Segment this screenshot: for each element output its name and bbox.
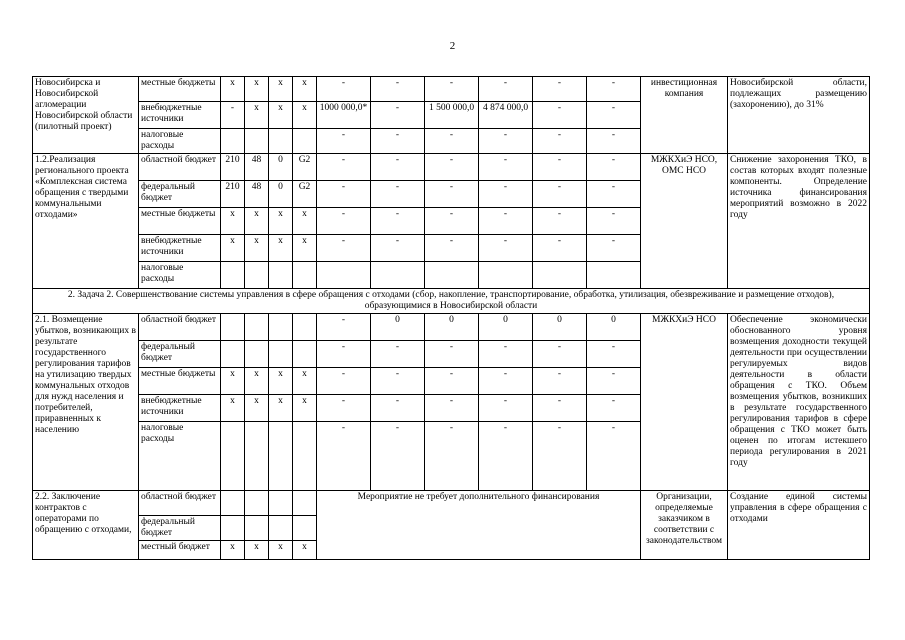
value-cell: - (533, 208, 587, 235)
value-cell: x (293, 395, 317, 422)
value-cell: - (317, 208, 371, 235)
value-cell (317, 262, 371, 289)
value-cell (245, 341, 269, 368)
value-cell: - (587, 181, 641, 208)
value-cell: - (479, 208, 533, 235)
value-cell: x (245, 368, 269, 395)
funding-source: местные бюджеты (139, 208, 221, 235)
value-cell: - (317, 314, 371, 341)
value-cell: - (371, 395, 425, 422)
value-cell: - (533, 77, 587, 102)
value-cell: - (221, 102, 245, 129)
value-cell: G2 (293, 181, 317, 208)
value-cell: - (479, 181, 533, 208)
value-cell (221, 516, 245, 541)
value-cell: 0 (587, 314, 641, 341)
value-cell (221, 262, 245, 289)
value-cell: 0 (533, 314, 587, 341)
value-cell (269, 314, 293, 341)
value-cell: - (317, 422, 371, 491)
value-cell: 1 500 000,0 (425, 102, 479, 129)
value-cell (371, 262, 425, 289)
value-cell: 48 (245, 154, 269, 181)
funding-source: внебюджетные источники (139, 395, 221, 422)
value-cell: x (221, 368, 245, 395)
value-cell: - (371, 181, 425, 208)
value-cell (293, 129, 317, 154)
value-cell (269, 129, 293, 154)
value-cell: - (371, 102, 425, 129)
value-cell: - (587, 422, 641, 491)
funding-source: внебюджетные источники (139, 235, 221, 262)
result-cell: Обеспечение экономически обоснованного уровня возмещения доходности текущей деятельности при осуществлении регулируемых видов деятельности в области обращения с ТКО. Объем возмещения убытков, возникших в результате государственного регулирования тарифов в сфере обращения с ТКО может быть оценен по итогам истекшего периода регулирования в 2021 году (728, 314, 870, 491)
value-cell: 0 (269, 154, 293, 181)
measure-name: 2.2. Заключение контрактов с операторами по обращению с отходами, (33, 491, 139, 560)
value-cell: - (587, 154, 641, 181)
value-cell: - (533, 181, 587, 208)
value-cell: x (221, 395, 245, 422)
value-cell (269, 491, 293, 516)
value-cell: x (245, 77, 269, 102)
value-cell: - (317, 181, 371, 208)
table-row (33, 154, 870, 181)
value-cell: - (587, 102, 641, 129)
measure-name: 1.2.Реализация регионального проекта «Комплексная система обращения с твердыми коммунальными отходами» (33, 154, 139, 289)
financing-note: Мероприятие не требует дополнительного финансирования (317, 491, 641, 560)
value-cell: - (533, 368, 587, 395)
value-cell: - (533, 422, 587, 491)
table-row (33, 77, 870, 102)
funding-source: налоговые расходы (139, 422, 221, 491)
value-cell (293, 422, 317, 491)
value-cell: x (221, 208, 245, 235)
value-cell (221, 314, 245, 341)
value-cell: 0 (479, 314, 533, 341)
value-cell: x (293, 77, 317, 102)
value-cell: 0 (269, 181, 293, 208)
value-cell (587, 262, 641, 289)
executor-cell: Организации, определяемые заказчиком в соответствии с законодательством (641, 491, 728, 560)
value-cell (245, 262, 269, 289)
value-cell: - (533, 129, 587, 154)
value-cell (293, 262, 317, 289)
value-cell (269, 341, 293, 368)
value-cell (269, 262, 293, 289)
value-cell (533, 262, 587, 289)
value-cell: - (371, 77, 425, 102)
value-cell (245, 422, 269, 491)
value-cell: - (479, 341, 533, 368)
value-cell: - (587, 395, 641, 422)
value-cell: - (479, 422, 533, 491)
funding-source: областной бюджет (139, 491, 221, 516)
executor-cell: МЖКХиЭ НСО, ОМС НСО (641, 154, 728, 289)
value-cell: x (293, 208, 317, 235)
value-cell: - (425, 395, 479, 422)
value-cell: - (317, 235, 371, 262)
value-cell: x (245, 395, 269, 422)
funding-source: областной бюджет (139, 154, 221, 181)
value-cell: - (587, 129, 641, 154)
value-cell: - (425, 235, 479, 262)
program-table (32, 76, 870, 560)
value-cell (245, 516, 269, 541)
value-cell: G2 (293, 154, 317, 181)
table-row (33, 314, 870, 341)
value-cell: 0 (425, 314, 479, 341)
value-cell: - (317, 368, 371, 395)
value-cell: - (587, 235, 641, 262)
value-cell: - (371, 129, 425, 154)
funding-source: федеральный бюджет (139, 516, 221, 541)
value-cell (293, 491, 317, 516)
value-cell: - (479, 368, 533, 395)
value-cell: - (479, 235, 533, 262)
value-cell: - (479, 395, 533, 422)
value-cell (221, 491, 245, 516)
funding-source: налоговые расходы (139, 262, 221, 289)
value-cell: - (371, 208, 425, 235)
value-cell: x (269, 208, 293, 235)
value-cell: - (371, 341, 425, 368)
value-cell (221, 129, 245, 154)
measure-name: Новосибирска и Новосибирской агломерации Новосибирской области (пилотный проект) (33, 77, 139, 154)
value-cell (245, 314, 269, 341)
value-cell: x (221, 77, 245, 102)
value-cell: x (293, 368, 317, 395)
funding-source: внебюджетные источники (139, 102, 221, 129)
value-cell: - (425, 77, 479, 102)
value-cell: - (425, 422, 479, 491)
value-cell: - (425, 129, 479, 154)
value-cell: - (371, 154, 425, 181)
value-cell (293, 341, 317, 368)
value-cell (245, 491, 269, 516)
result-cell: Снижение захоронения ТКО, в состав которых входят полезные компоненты. Определение источника финансирования мероприятий возможно в 2022 году (728, 154, 870, 289)
value-cell: x (245, 541, 269, 560)
value-cell: x (269, 235, 293, 262)
funding-source: местные бюджеты (139, 77, 221, 102)
value-cell: x (245, 208, 269, 235)
funding-source: федеральный бюджет (139, 181, 221, 208)
value-cell: - (425, 181, 479, 208)
value-cell: - (371, 235, 425, 262)
value-cell: x (269, 368, 293, 395)
value-cell: - (533, 341, 587, 368)
value-cell: 210 (221, 154, 245, 181)
task-title: 2. Задача 2. Совершенствование системы управления в сфере обращения с отходами (сбор, накопление, транспортирование, обработка, утилизация, обезвреживание и размещение отходов), образующимися в Новосибирской области (33, 289, 870, 314)
value-cell (293, 314, 317, 341)
page-number: 2 (449, 40, 456, 52)
value-cell: x (293, 235, 317, 262)
funding-source: налоговые расходы (139, 129, 221, 154)
value-cell: - (533, 102, 587, 129)
value-cell: - (587, 77, 641, 102)
value-cell: - (587, 368, 641, 395)
value-cell: 48 (245, 181, 269, 208)
value-cell (221, 422, 245, 491)
result-cell: Создание единой системы управления в сфере обращения с отходами (728, 491, 870, 560)
value-cell: x (269, 541, 293, 560)
value-cell: x (269, 77, 293, 102)
executor-cell: МЖКХиЭ НСО (641, 314, 728, 491)
value-cell (269, 516, 293, 541)
value-cell: x (221, 235, 245, 262)
value-cell: - (317, 129, 371, 154)
value-cell: 0 (371, 314, 425, 341)
value-cell: - (533, 154, 587, 181)
value-cell: - (425, 368, 479, 395)
value-cell: x (269, 395, 293, 422)
value-cell: - (479, 129, 533, 154)
value-cell: x (269, 102, 293, 129)
value-cell: - (371, 422, 425, 491)
funding-source: областной бюджет (139, 314, 221, 341)
funding-source: местный бюджет (139, 541, 221, 560)
value-cell: - (317, 77, 371, 102)
funding-source: федеральный бюджет (139, 341, 221, 368)
value-cell: x (293, 541, 317, 560)
value-cell: - (533, 235, 587, 262)
measure-name: 2.1. Возмещение убытков, возникающих в результате государственного регулирования тарифов на утилизацию твердых коммунальных отходов для нужд населения и потребителей, приравненных к населению (33, 314, 139, 491)
value-cell: 210 (221, 181, 245, 208)
value-cell: - (317, 395, 371, 422)
executor-cell: инвестиционная компания (641, 77, 728, 154)
value-cell: - (425, 341, 479, 368)
value-cell (269, 422, 293, 491)
value-cell: x (245, 102, 269, 129)
value-cell (221, 341, 245, 368)
value-cell: - (587, 341, 641, 368)
value-cell (293, 516, 317, 541)
value-cell: x (245, 235, 269, 262)
value-cell: - (587, 208, 641, 235)
value-cell: - (425, 154, 479, 181)
task-row (33, 289, 870, 314)
value-cell (245, 129, 269, 154)
table-row (33, 491, 870, 516)
value-cell: - (479, 77, 533, 102)
value-cell: 1000 000,0* (317, 102, 371, 129)
value-cell: - (317, 341, 371, 368)
value-cell: x (221, 541, 245, 560)
funding-source: местные бюджеты (139, 368, 221, 395)
value-cell: - (533, 395, 587, 422)
value-cell: 4 874 000,0 (479, 102, 533, 129)
result-cell: Новосибирской области, подлежащих размещению (захоронению), до 31% (728, 77, 870, 154)
value-cell: - (425, 208, 479, 235)
value-cell (425, 262, 479, 289)
value-cell: - (371, 368, 425, 395)
value-cell (479, 262, 533, 289)
value-cell: - (479, 154, 533, 181)
value-cell: x (293, 102, 317, 129)
value-cell: - (317, 154, 371, 181)
